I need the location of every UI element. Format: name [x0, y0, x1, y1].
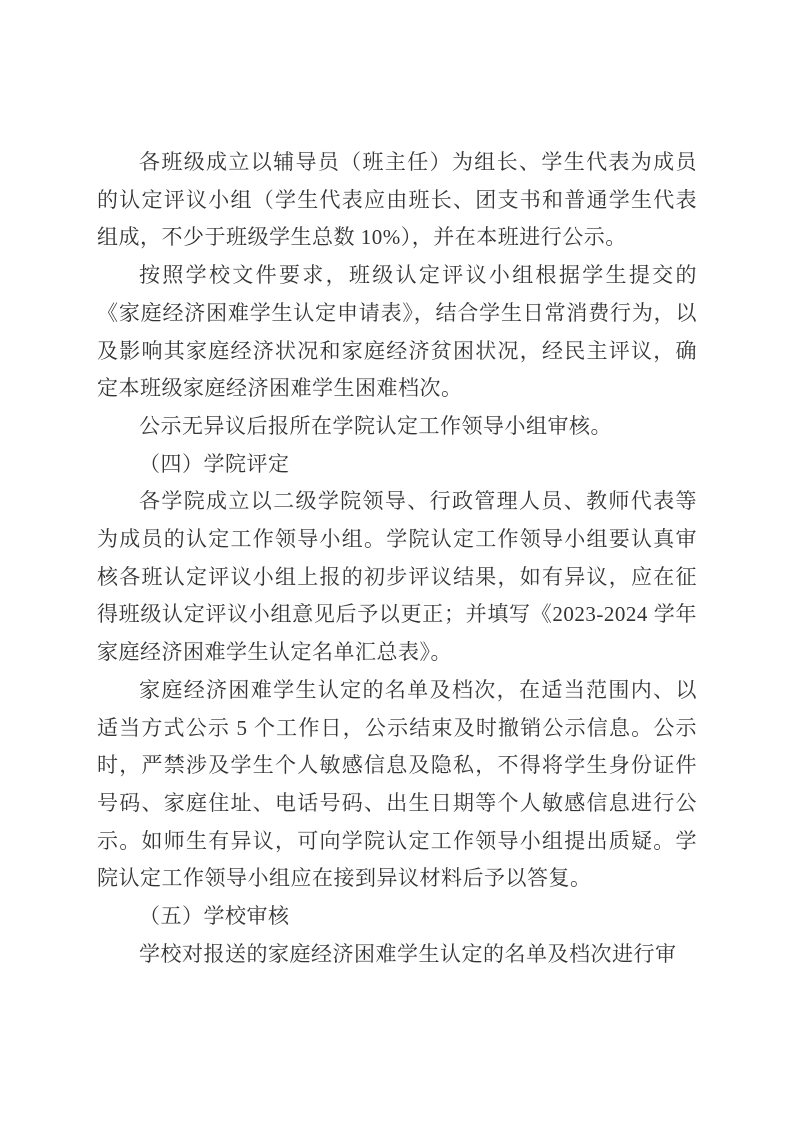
- body-paragraph-publicity-rules: 家庭经济困难学生认定的名单及档次，在适当范围内、以适当方式公示 5 个工作日，公示结束及时撤销公示信息。公示时，严禁涉及学生个人敏感信息及隐私，不得将学生身份证件号码、家庭住址、电话号码、出生日期等个人敏感信息进行公示。如师生有异议，可向学院认定工作领导小组提出质疑。学院认定工作领导小组应在接到异议材料后予以答复。: [97, 677, 697, 891]
- document-body: [97, 144, 697, 973]
- section-heading-4-college-evaluation: （四）学院评定: [139, 451, 290, 476]
- body-paragraph-class-report: 公示无异议后报所在学院认定工作领导小组审核。: [139, 413, 612, 438]
- body-paragraph-school-review: 学校对报送的家庭经济困难学生认定的名单及档次进行审: [139, 941, 677, 966]
- section-heading-5-school-review: （五）学校审核: [139, 904, 290, 929]
- body-paragraph-class-review: 按照学校文件要求，班级认定评议小组根据学生提交的《家庭经济困难学生认定申请表》，结合学生日常消费行为，以及影响其家庭经济状况和家庭经济贫困状况，经民主评议，确定本班级家庭经济困难学生困难档次。: [97, 263, 697, 401]
- body-paragraph-college-group: 各学院成立以二级学院领导、行政管理人员、教师代表等为成员的认定工作领导小组。学院认定工作领导小组要认真审核各班认定评议小组上报的初步评议结果，如有异议，应在征得班级认定评议小组意见后予以更正；并填写《2023-2024 学年家庭经济困难学生认定名单汇总表》。: [97, 489, 697, 665]
- body-paragraph-class-group: 各班级成立以辅导员（班主任）为组长、学生代表为成员的认定评议小组（学生代表应由班长、团支书和普通学生代表组成，不少于班级学生总数 10%），并在本班进行公示。: [97, 150, 697, 250]
